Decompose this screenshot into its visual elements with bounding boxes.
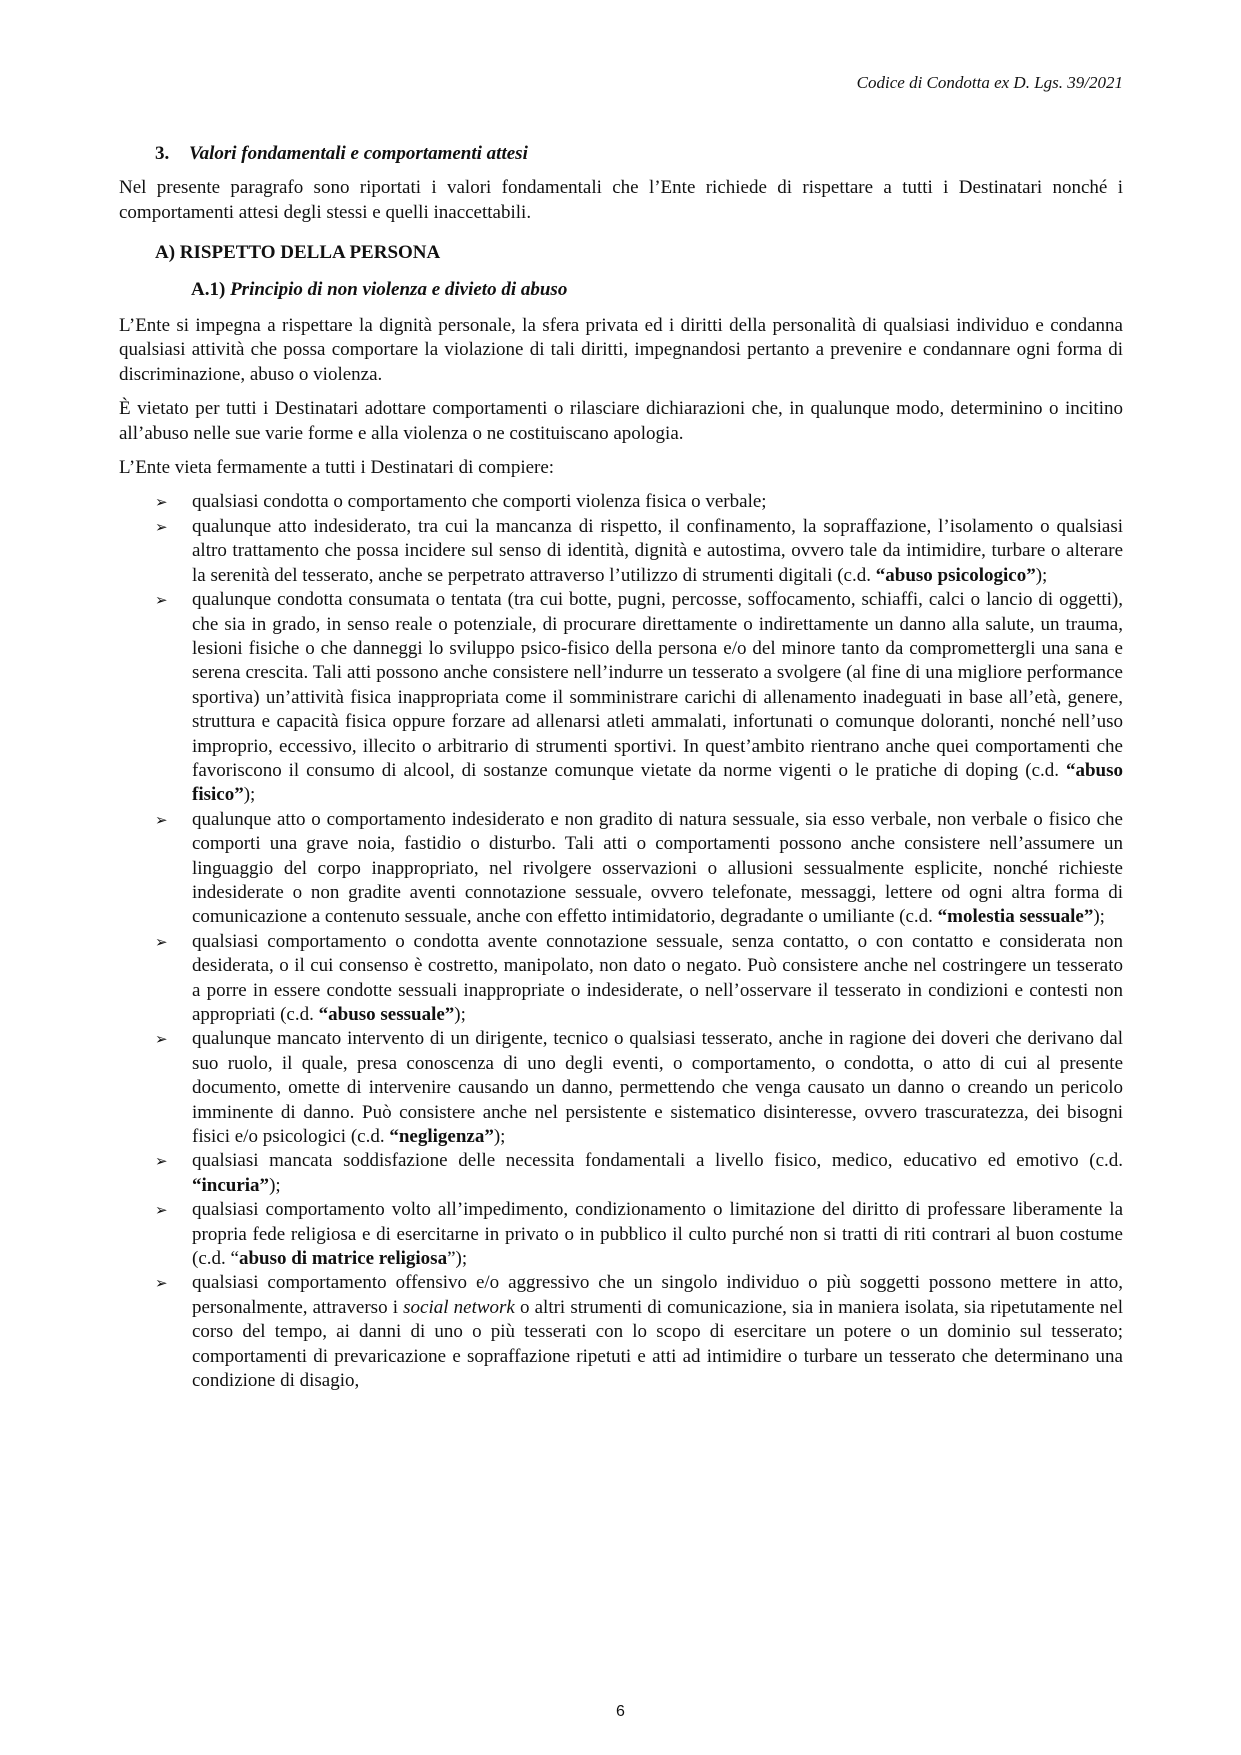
list-item-term: “abuso psicologico” [875, 564, 1036, 586]
subsection-heading [191, 278, 1123, 302]
arrowhead-bullet-icon: ➢ [155, 810, 168, 829]
paragraph: L’Ente si impegna a rispettare la dignità personale, la sfera privata ed i diritti della personalità di qualsiasi individuo e condanna qualsiasi attività che possa comportare la violazione di tali diritti, impegnandosi pertanto a prevenire e condannare ogni forma di discriminazione, abuso o violenza. [119, 315, 1123, 385]
list-item-term: abuso di matrice religiosa [238, 1248, 448, 1270]
list-item-text: ”); [447, 1248, 468, 1270]
bullet-list [119, 490, 1123, 1393]
arrowhead-bullet-icon: ➢ [155, 493, 168, 512]
list-item [119, 515, 1123, 588]
section-heading [155, 142, 1123, 166]
list-item-text: ); [1093, 906, 1105, 928]
list-item-term: “negligenza” [389, 1126, 494, 1148]
section-number: 3. [155, 143, 170, 164]
paragraph: L’Ente vieta fermamente a tutti i Destinatari di compiere: [119, 457, 555, 479]
arrowhead-bullet-icon: ➢ [155, 932, 168, 951]
list-item [119, 930, 1123, 1028]
arrowhead-bullet-icon: ➢ [155, 1201, 168, 1220]
list-item-italic: social network [403, 1296, 515, 1318]
list-item-term: “abuso sessuale” [318, 1004, 455, 1025]
list-item [119, 588, 1123, 808]
list-item-text: qualsiasi comportamento offensivo e/o aggressivo che un singolo individuo o più soggetti possono mettere in atto, personalmente, attraverso i [192, 1272, 1123, 1318]
list-item-text: qualsiasi comportamento volto all’impedimento, condizionamento o limitazione del diritto di professare liberamente la propria fede religiosa e di esercitarne in privato o in pubblico il culto purché non si tratti di riti contrari al buon costume (c.d. “ [192, 1199, 1123, 1270]
list-item-text: qualunque atto o comportamento indesiderato e non gradito di natura sessuale, sia esso verbale, non verbale o fisico che comporti una grave noia, fastidio o disturbo. Tali atti o comportamenti possono anche consistere nell’assumere un linguaggio del corpo inappropriato, nel rivolgere osservazioni o allusioni sessualmente esplicite, nonché richieste indesiderate o non gradite aventi connotazione sessuale, ovvero telefonate, messaggi, lettere od ogni altra forma di comunicazione a contenuto sessuale, anche con effetto intimidatorio, degradante o umiliante (c.d. [192, 808, 1123, 928]
arrowhead-bullet-icon: ➢ [155, 591, 168, 610]
subheading: A) RISPETTO DELLA PERSONA [155, 242, 441, 264]
arrowhead-bullet-icon: ➢ [155, 517, 168, 536]
list-item-term: “molestia sessuale” [937, 906, 1094, 928]
list-item-text: qualsiasi condotta o comportamento che comporti violenza fisica o verbale; [192, 491, 767, 513]
list-item-text: ); [243, 784, 256, 806]
arrowhead-bullet-icon: ➢ [155, 1152, 168, 1171]
list-item [119, 490, 1123, 514]
list-item-text: qualsiasi comportamento o condotta avente connotazione sessuale, senza contatto, o con contatto e considerata non desiderata, o il cui consenso è costretto, manipolato, non dato o negato. Può consistere anche nel costringere un tesserato a porre in essere condotte sessuali inappropriate o indesiderate, o nell’osservare il tesserato in condizioni e contesti non appropriati (c.d. [192, 930, 1123, 1025]
subsection-title: Principio di non violenza e divieto di abuso [230, 278, 568, 300]
arrowhead-bullet-icon: ➢ [155, 1030, 168, 1049]
list-item [119, 1271, 1123, 1393]
list-item-text: ); [1035, 564, 1048, 586]
list-item [119, 808, 1123, 930]
list-item-text: qualunque mancato intervento di un dirigente, tecnico o qualsiasi tesserato, anche in ragione dei doveri che derivano dal suo ruolo, il quale, presa conoscenza di uno degli eventi, o comportamento, o condotta, o atto di cui al presente documento, omette di intervenire causando un danno, permettendo che venga causato un danno o creando un pericolo imminente di danno. Può consistere anche nel persistente e sistematico disinteresse, ovvero trascuratezza, dei bisogni fisici e/o psicologici (c.d. [192, 1028, 1123, 1148]
page-number: 6 [616, 1703, 625, 1720]
list-item-text: qualunque atto indesiderato, tra cui la mancanza di rispetto, il confinamento, la sopraffazione, l’isolamento o qualsiasi altro trattamento che possa incidere sul senso di identità, dignità e autostima, ovvero tale da intimidire, turbare o alterare la serenità del tesserato, anche se perpetrato attraverso l’utilizzo di strumenti digitali (c.d. [192, 515, 1123, 586]
list-item [119, 1149, 1123, 1198]
section-title: Valori fondamentali e comportamenti attesi [189, 143, 528, 164]
list-item-term: “abuso fisico” [192, 759, 1123, 806]
running-header: Codice di Condotta ex D. Lgs. 39/2021 [856, 73, 1123, 92]
list-item [119, 1198, 1123, 1271]
page-content [119, 142, 1123, 1394]
list-item-text: ); [493, 1126, 506, 1148]
paragraph: È vietato per tutti i Destinatari adottare comportamenti o rilasciare dichiarazioni che, in qualunque modo, determinino o incitino all’abuso nelle sue varie forme e alla violenza o ne costituiscano apologia. [119, 398, 1123, 444]
list-item-term: “incuria” [192, 1174, 270, 1196]
list-item-text: qualsiasi mancata soddisfazione delle necessita fondamentali a livello fisico, medico, educativo ed emotivo (c.d. [192, 1150, 1123, 1172]
list-item-text: ); [454, 1004, 466, 1025]
arrowhead-bullet-icon: ➢ [155, 1274, 168, 1293]
list-item-text: qualunque condotta consumata o tentata (tra cui botte, pugni, percosse, soffocamento, schiaffi, calci o lancio di oggetti), che sia in grado, in senso reale o potenziale, di procurare direttamente o indirettamente un danno alla salute, un trauma, lesioni fisiche o che danneggi lo sviluppo psico-fisico della persona e/o del minore tanto da compromettergli una sana e serena crescita. Tali atti possono anche consistere nell’indurre un tesserato a svolgere (al fine di una migliore performance sportiva) un’attività fisica inappropriata come il somministrare carichi di allenamento inadeguati in base all’età, genere, struttura e capacità fisica oppure forzare ad allenarsi atleti ammalati, infortunati o comunque doloranti, nonché nell’uso improprio, eccessivo, illecito o arbitrario di strumenti sportivi. In quest’ambito rientrano anche quei comportamenti che favoriscono il consumo di alcool, di sostanze comunque vietate da norme vigenti o le pratiche di doping (c.d. [192, 589, 1123, 781]
intro-paragraph: Nel presente paragrafo sono riportati i valori fondamentali che l’Ente richiede di rispettare a tutti i Destinatari nonché i comportamenti attesi degli stessi e quelli inaccettabili. [119, 177, 1123, 223]
list-item-text: ); [269, 1174, 281, 1196]
list-item [119, 1027, 1123, 1149]
list-item-text: o altri strumenti di comunicazione, sia in maniera isolata, sia ripetutamente nel corso del tempo, ai danni di uno o più tesserati con lo scopo di esercitare un potere o un dominio sul tesserato; comportamenti di prevaricazione e sopraffazione ripetuti e atti ad intimidire o turbare un tesserato che determinano una condizione di disagio, [192, 1296, 1123, 1392]
subsection-number: A.1) [191, 278, 226, 300]
